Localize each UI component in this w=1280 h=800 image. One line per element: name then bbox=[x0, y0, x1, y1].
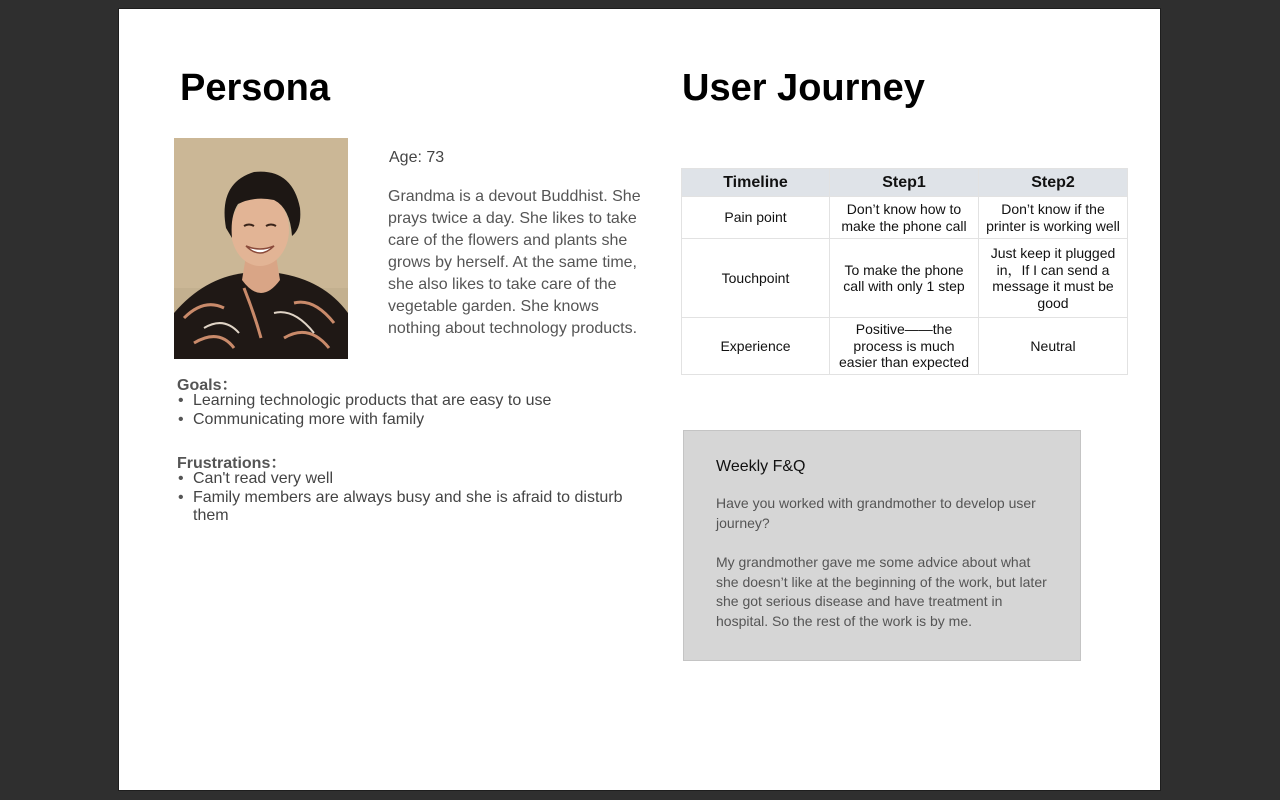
frustrations-list bbox=[177, 470, 647, 526]
table-cell: Neutral bbox=[979, 318, 1128, 375]
goals-list bbox=[177, 392, 647, 429]
table-header-row bbox=[682, 169, 1128, 197]
user-journey-title: User Journey bbox=[682, 67, 925, 109]
faq-title: Weekly F&Q bbox=[716, 458, 806, 475]
weekly-faq-box bbox=[683, 430, 1081, 661]
goal-item: • Learning technologic products that are easy to use bbox=[177, 392, 647, 411]
portrait-image bbox=[174, 138, 348, 359]
faq-question: Have you worked with grandmother to develop user journey? bbox=[716, 495, 1036, 531]
frustration-item: • Can't read very well bbox=[177, 470, 647, 489]
row-label-pain-point: Pain point bbox=[682, 197, 830, 239]
persona-photo bbox=[174, 138, 348, 359]
table-cell: Just keep it plugged in，If I can send a message it must be good bbox=[979, 239, 1128, 318]
goals-label: Goals： bbox=[177, 377, 238, 394]
row-label-touchpoint: Touchpoint bbox=[682, 239, 830, 318]
slide-page bbox=[119, 9, 1160, 790]
faq-answer: My grandmother gave me some advice about what she doesn’t like at the beginning of the work, but later she got serious disease and have treatment in hospital. So the rest of the work is by me. bbox=[716, 554, 1047, 629]
persona-title: Persona bbox=[180, 67, 330, 109]
frustration-item: • Family members are always busy and she is afraid to disturb them bbox=[177, 489, 647, 526]
header-step2: Step2 bbox=[979, 169, 1128, 197]
table-row bbox=[682, 197, 1128, 239]
persona-bio: Grandma is a devout Buddhist. She prays twice a day. She likes to take care of the flowers and plants she grows by herself. At the same time, she also likes to take care of the vegetable garden. She knows nothing about technology products. bbox=[388, 188, 641, 337]
table-row bbox=[682, 239, 1128, 318]
persona-age: Age: 73 bbox=[389, 149, 445, 166]
user-journey-table bbox=[681, 168, 1128, 375]
header-timeline: Timeline bbox=[682, 169, 830, 197]
goal-item: • Communicating more with family bbox=[177, 411, 647, 430]
table-cell: To make the phone call with only 1 step bbox=[830, 239, 979, 318]
table-cell: Don’t know if the printer is working well bbox=[979, 197, 1128, 239]
row-label-experience: Experience bbox=[682, 318, 830, 375]
frustrations-label: Frustrations： bbox=[177, 455, 287, 472]
table-cell: Positive——the process is much easier than expected bbox=[830, 318, 979, 375]
header-step1: Step1 bbox=[830, 169, 979, 197]
table-row bbox=[682, 318, 1128, 375]
table-cell: Don’t know how to make the phone call bbox=[830, 197, 979, 239]
